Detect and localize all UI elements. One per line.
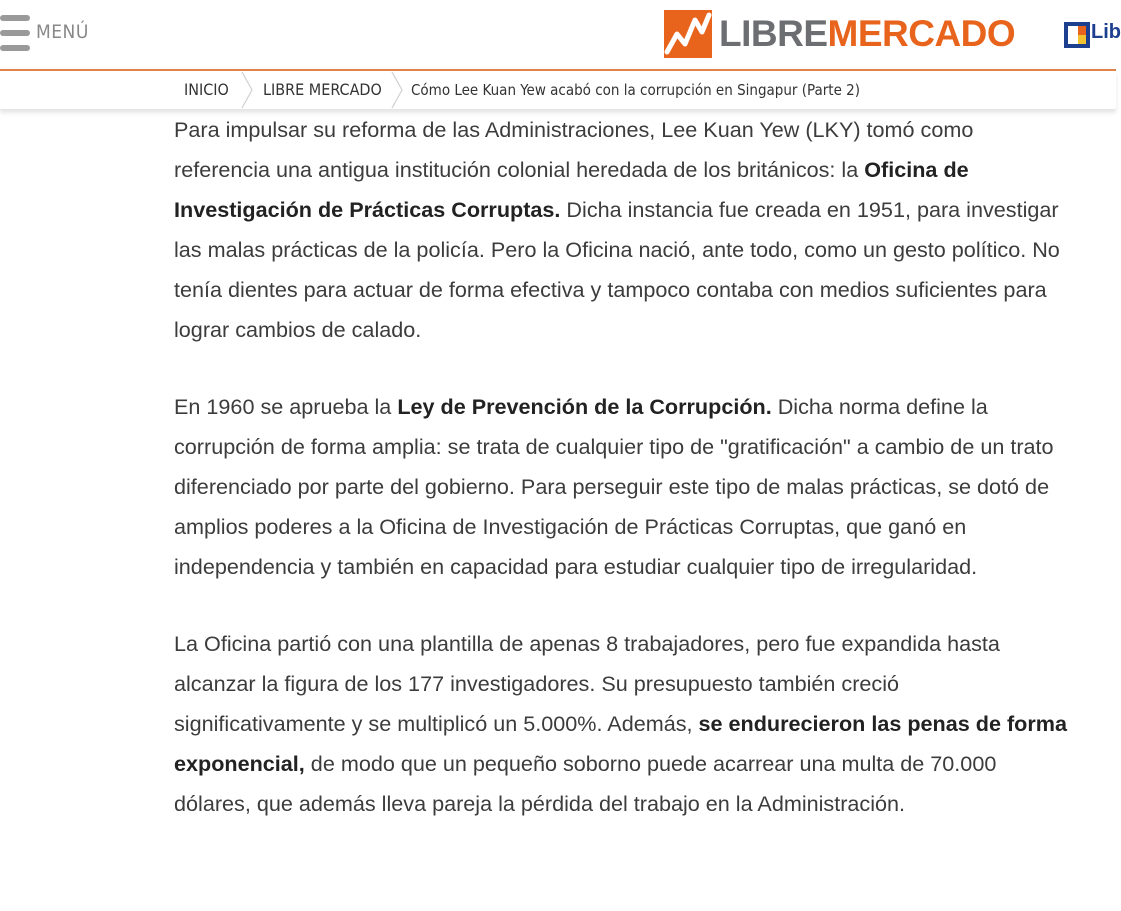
article-paragraph [174, 387, 1074, 587]
paragraph-text: Para impulsar su reforma de las Administraciones, Lee Kuan Yew (LKY) tomó como referencia una antigua institución colonial heredada de los británicos: la [174, 117, 974, 182]
bold-text: Oficina de Investigación de Prácticas Corruptas. [174, 157, 969, 222]
paragraph-text: Dicha instancia fue creada en 1951, para investigar las malas prácticas de la policía. Pero la Oficina nació, ante todo, como un gesto político. No tenía dientes para actuar de forma efectiva y tampoco contaba con medios suficientes para lograr cambios de calado. [174, 197, 1060, 342]
logo-text-libre: LIBRE [719, 13, 828, 54]
paragraph-text: de modo que un pequeño soborno puede acarrear una multa de 70.000 dólares, que además lleva pareja la pérdida del trabajo en la Administración. [174, 751, 997, 816]
partner-text: Lib [1091, 21, 1121, 43]
article-body [174, 110, 1074, 861]
menu-label[interactable]: MENÚ [36, 21, 89, 43]
menu-button[interactable] [0, 13, 110, 55]
breadcrumb-current: Cómo Lee Kuan Yew acabó con la corrupción en Singapur (Parte 2) [411, 81, 861, 99]
breadcrumb-item-libre-mercado[interactable]: LIBRE MERCADO [263, 80, 382, 99]
logo-text-mercado: MERCADO [827, 13, 1016, 54]
logo-text [719, 13, 1015, 55]
partner-logo-icon [1064, 22, 1090, 48]
hamburger-icon[interactable] [0, 15, 30, 53]
breadcrumb-item-inicio[interactable]: INICIO [184, 80, 229, 99]
paragraph-text: Dicha norma define la corrupción de forma amplia: se trata de cualquier tipo de "gratificación" a cambio de un trato diferenciado por parte del gobierno. Para perseguir este tipo de malas prácticas, se dotó de amplios poderes a la Oficina de Investigación de Prácticas Corruptas, que ganó en independencia y también en capacidad para estudiar cualquier tipo de irregularidad. [174, 394, 1054, 579]
article-paragraph [174, 624, 1074, 824]
article-paragraph [174, 110, 1074, 350]
paragraph-text: En 1960 se aprueba la [174, 394, 398, 419]
paragraph-text: La Oficina partió con una plantilla de apenas 8 trabajadores, pero fue expandida hasta alcanzar la figura de los 177 investigadores. Su presupuesto también creció significativamente y se multiplicó un 5.000%. Además, [174, 631, 1000, 736]
site-logo[interactable] [664, 10, 1016, 58]
bold-text: se endurecieron las penas de forma exponencial, [174, 711, 1067, 776]
breadcrumb [0, 71, 1116, 110]
chevron-right-icon [390, 71, 404, 109]
site-header [0, 0, 1121, 71]
bold-text: Ley de Prevención de la Corrupción. [397, 394, 772, 419]
chart-trend-icon [664, 10, 712, 58]
chevron-right-icon [240, 71, 254, 109]
partner-site-link[interactable] [1064, 20, 1121, 50]
